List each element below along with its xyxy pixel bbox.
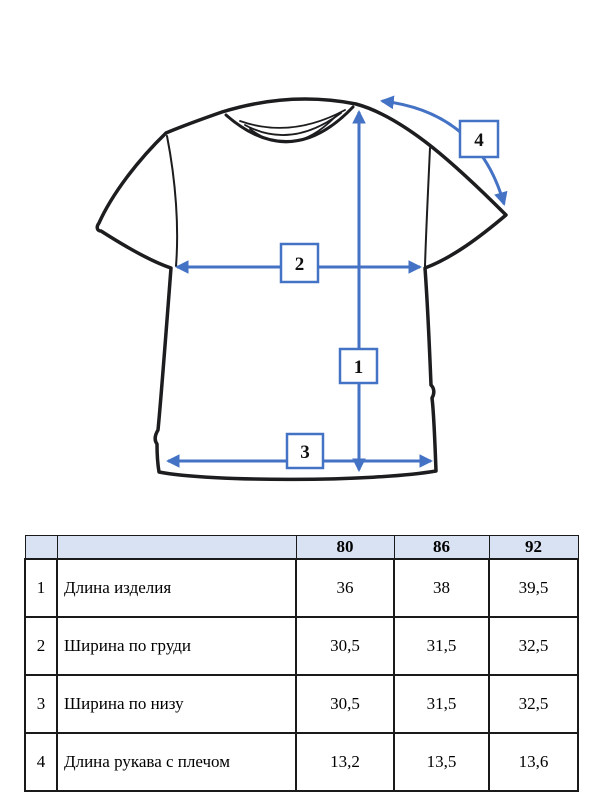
row-label: Ширина по низу xyxy=(57,675,296,733)
row-label: Ширина по груди xyxy=(57,617,296,675)
row-value: 30,5 xyxy=(296,617,394,675)
row-value: 13,5 xyxy=(394,733,489,791)
header-size-80: 80 xyxy=(296,536,394,560)
row-value: 39,5 xyxy=(489,559,578,617)
table-row xyxy=(25,559,578,617)
header-corner-cell xyxy=(25,536,57,560)
row-number: 1 xyxy=(25,559,57,617)
label-box-4 xyxy=(460,121,498,157)
row-value: 31,5 xyxy=(394,675,489,733)
row-value: 31,5 xyxy=(394,617,489,675)
label-box-1 xyxy=(340,349,377,383)
table-row xyxy=(25,675,578,733)
row-label: Длина изделия xyxy=(57,559,296,617)
header-size-92: 92 xyxy=(489,536,578,560)
row-number: 2 xyxy=(25,617,57,675)
size-table-header-row xyxy=(25,536,578,560)
row-value: 32,5 xyxy=(489,675,578,733)
label-box-2 xyxy=(281,244,318,282)
row-value: 36 xyxy=(296,559,394,617)
table-row xyxy=(25,617,578,675)
row-value: 38 xyxy=(394,559,489,617)
row-number: 3 xyxy=(25,675,57,733)
row-number: 4 xyxy=(25,733,57,791)
header-name-cell xyxy=(57,536,296,560)
row-label: Длина рукава с плечом xyxy=(57,733,296,791)
table-row xyxy=(25,733,578,791)
tshirt-body-shape xyxy=(97,99,506,479)
row-value: 13,2 xyxy=(296,733,394,791)
label-box-2-number: 2 xyxy=(294,254,305,275)
label-box-3 xyxy=(287,434,323,468)
label-box-4-number: 4 xyxy=(474,130,484,151)
row-value: 30,5 xyxy=(296,675,394,733)
tshirt-outline xyxy=(97,99,506,479)
header-size-86: 86 xyxy=(394,536,489,560)
row-value: 32,5 xyxy=(489,617,578,675)
label-box-1-number: 1 xyxy=(353,357,364,378)
label-box-3-number: 3 xyxy=(300,442,310,463)
size-table xyxy=(24,535,579,792)
row-value: 13,6 xyxy=(489,733,578,791)
